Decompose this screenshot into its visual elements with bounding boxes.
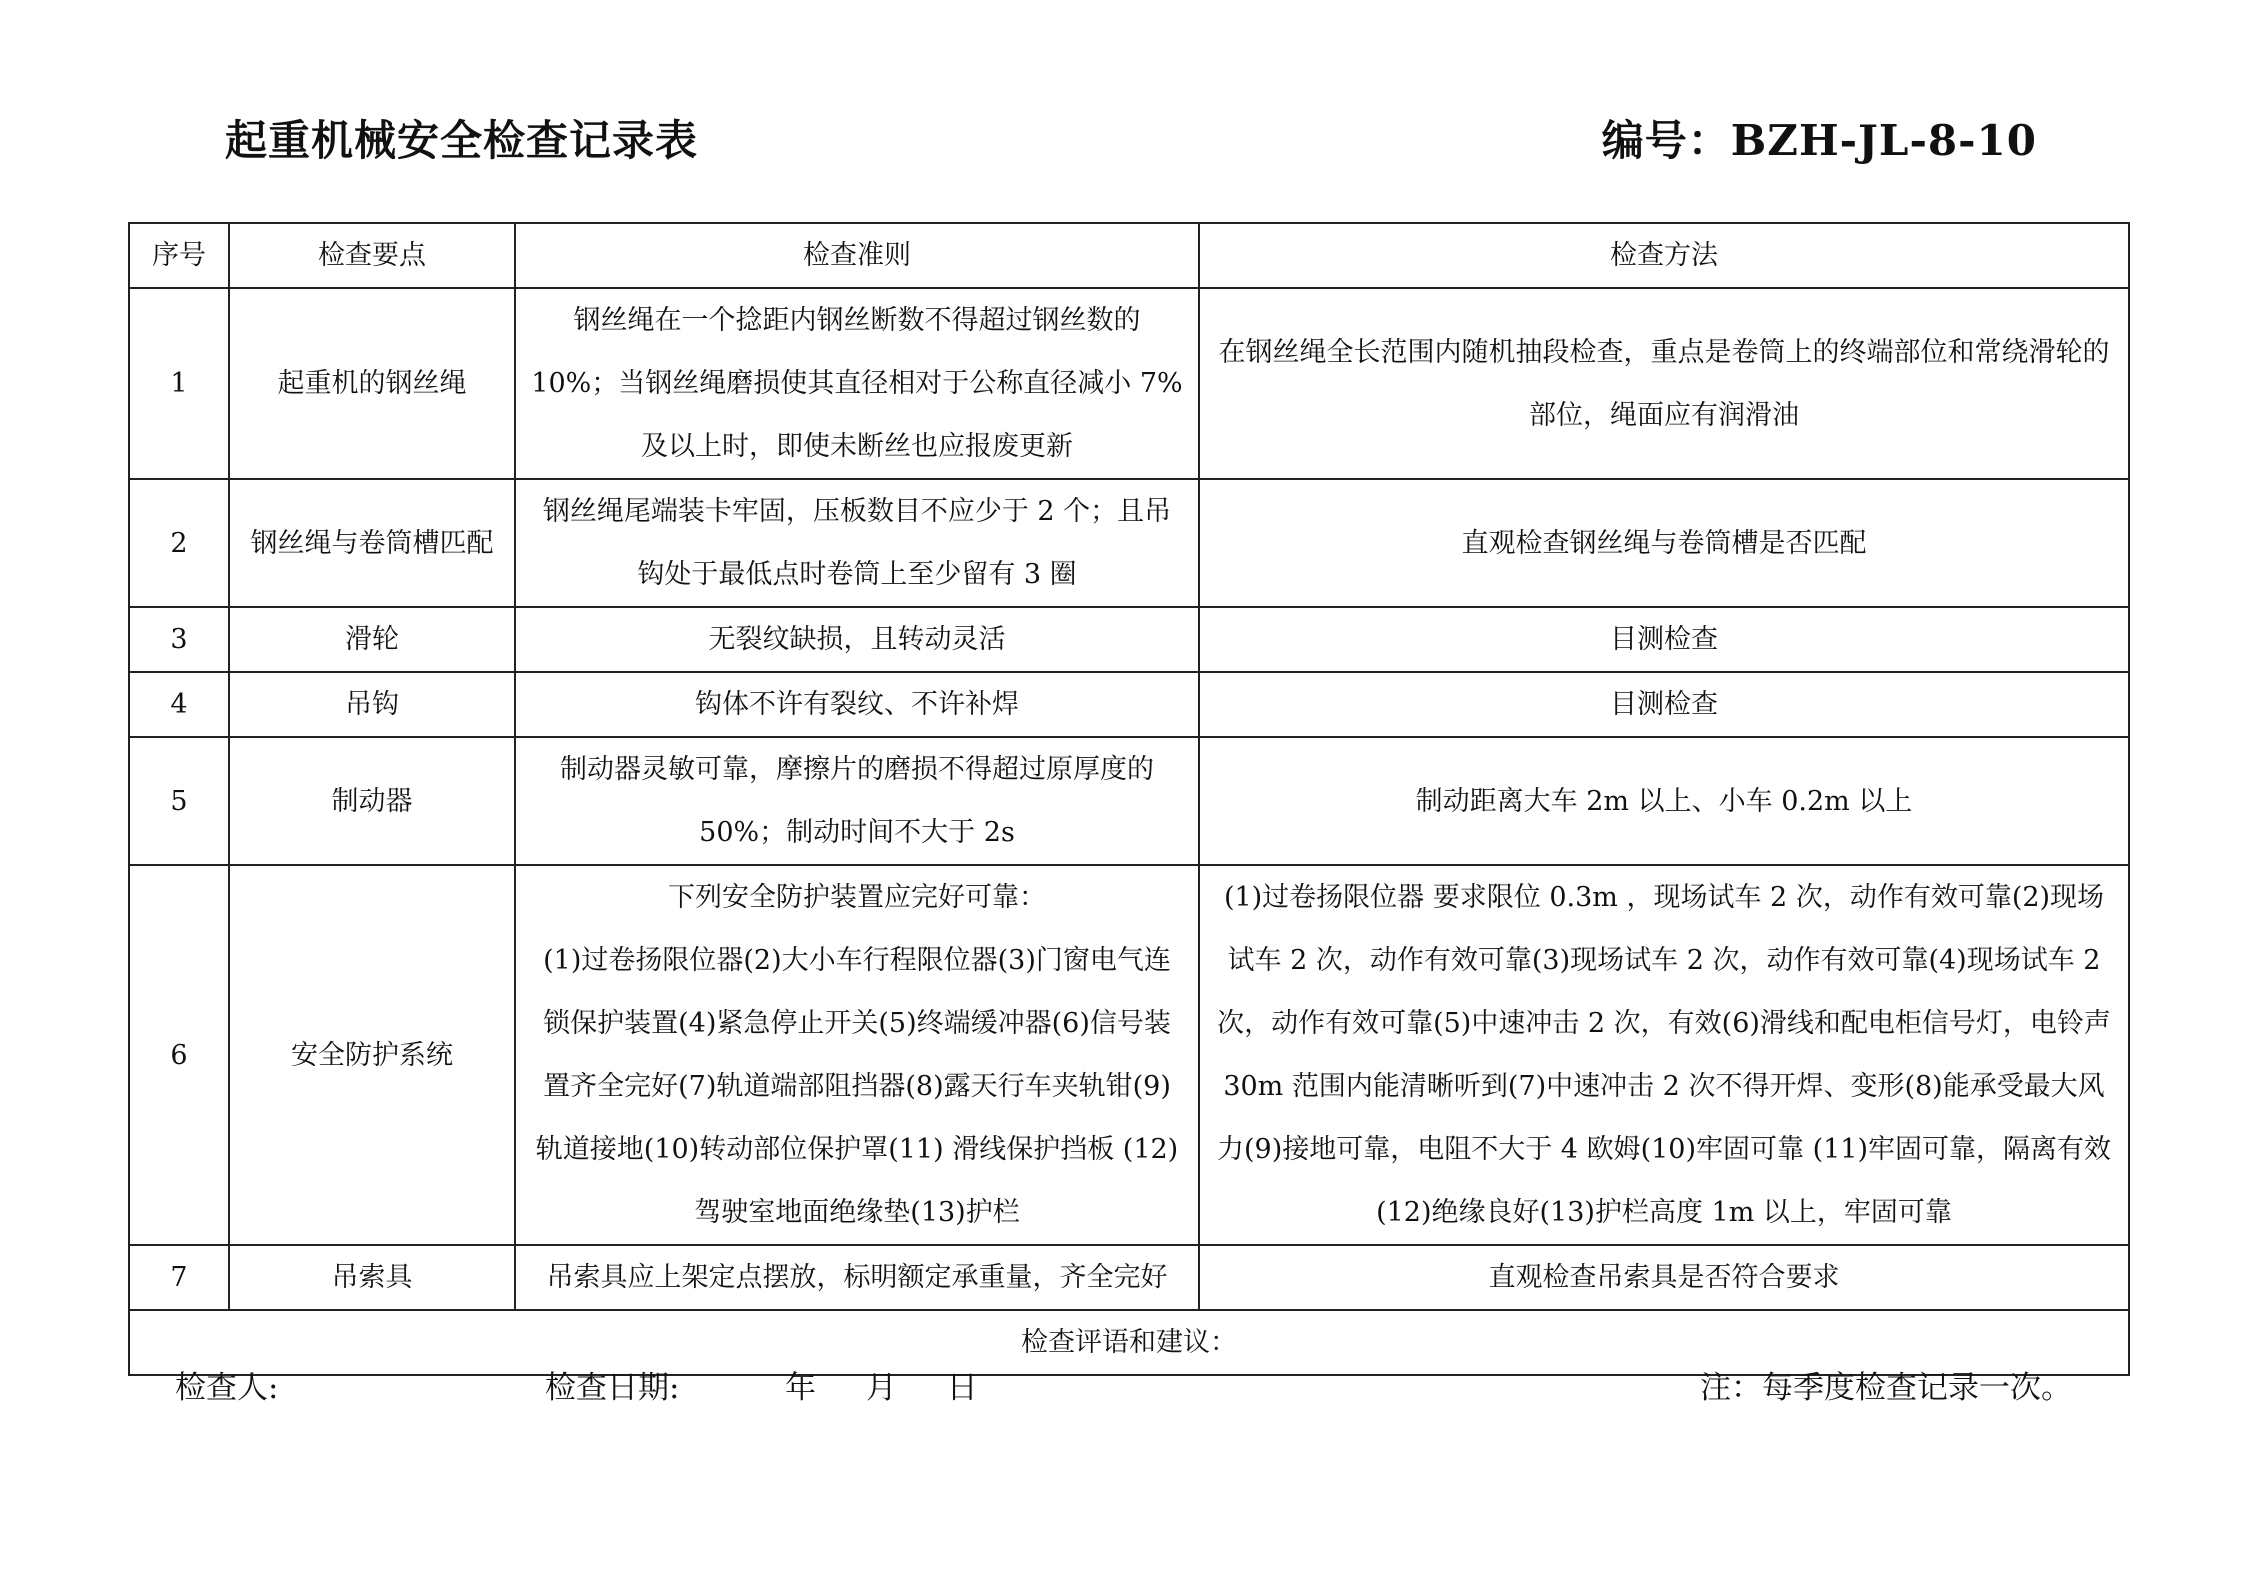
- row-no: 3: [129, 607, 229, 672]
- row-criteria: 钢丝绳在一个捻距内钢丝断数不得超过钢丝数的 10%；当钢丝绳磨损使其直径相对于公称直径减小 7%及以上时，即使未断丝也应报废更新: [515, 288, 1199, 479]
- row-point: 制动器: [229, 737, 515, 865]
- row-no: 5: [129, 737, 229, 865]
- date-ymd: 年 月 日: [785, 1370, 978, 1406]
- inspector-label: 检查人:: [175, 1370, 279, 1406]
- row-method: 直观检查吊索具是否符合要求: [1199, 1245, 2129, 1310]
- row-criteria: 制动器灵敏可靠，摩擦片的磨损不得超过原厚度的 50%；制动时间不大于 2s: [515, 737, 1199, 865]
- row-point: 钢丝绳与卷筒槽匹配: [229, 479, 515, 607]
- row-method: 制动距离大车 2m 以上、小车 0.2m 以上: [1199, 737, 2129, 865]
- table-row: [129, 1245, 2129, 1310]
- table-row: [129, 288, 2129, 479]
- row-method: 目测检查: [1199, 607, 2129, 672]
- col-header-method: 检查方法: [1199, 223, 2129, 288]
- row-criteria: 钢丝绳尾端装卡牢固，压板数目不应少于 2 个；且吊钩处于最低点时卷筒上至少留有 3 圈: [515, 479, 1199, 607]
- frequency-note: 注：每季度检查记录一次。: [1700, 1370, 2072, 1406]
- row-point: 吊索具: [229, 1245, 515, 1310]
- row-no: 4: [129, 672, 229, 737]
- table-row: [129, 607, 2129, 672]
- col-header-criteria: 检查准则: [515, 223, 1199, 288]
- row-criteria: 吊索具应上架定点摆放，标明额定承重量，齐全完好: [515, 1245, 1199, 1310]
- row-criteria: (1)过卷扬限位器(2)大小车行程限位器(3)门窗电气连锁保护装置(4)紧急停止开关(5)终端缓冲器(6)信号装置齐全完好(7)轨道端部阻挡器(8)露天行车夹轨钳(9)轨道接地(10)转动部位保护罩(11) 滑线保护挡板 (12)驾驶室地面绝缘垫(13)护栏: [535, 945, 1179, 1228]
- table-row: [129, 479, 2129, 607]
- table-row: [129, 672, 2129, 737]
- comment-label: 检查评语和建议：: [129, 1310, 2129, 1375]
- page-title: 起重机械安全检查记录表: [225, 116, 699, 165]
- table-row: [129, 865, 2129, 1245]
- inspection-table: [128, 222, 2130, 1376]
- row-method: (1)过卷扬限位器 要求限位 0.3m ，现场试车 2 次，动作有效可靠(2)现场试车 2 次，动作有效可靠(3)现场试车 2 次，动作有效可靠(4)现场试车 2 次，动作有效可靠(5)中速冲击 2 次，有效(6)滑线和配电柜信号灯，电铃声 30m 范围内能清晰听到(7)中速冲击 2 次不得开焊、变形(8)能承受最大风力(9)接地可靠，电阻不大于 4 欧姆(10)牢固可靠 (11)牢固可靠，隔离有效(12)绝缘良好(13)护栏高度 1m 以上，牢固可靠: [1199, 865, 2129, 1245]
- criteria-intro: 下列安全防护装置应完好可靠：: [668, 882, 1046, 913]
- row-criteria: 钩体不许有裂纹、不许补焊: [515, 672, 1199, 737]
- col-header-no: 序号: [129, 223, 229, 288]
- table-header-row: [129, 223, 2129, 288]
- row-method: 在钢丝绳全长范围内随机抽段检查，重点是卷筒上的终端部位和常绕滑轮的部位，绳面应有润滑油: [1199, 288, 2129, 479]
- document-code: 编号：BZH-JL-8-10: [1601, 116, 2037, 165]
- row-method: 直观检查钢丝绳与卷筒槽是否匹配: [1199, 479, 2129, 607]
- row-point: 安全防护系统: [229, 865, 515, 1245]
- col-header-point: 检查要点: [229, 223, 515, 288]
- row-point: 滑轮: [229, 607, 515, 672]
- row-no: 6: [129, 865, 229, 1245]
- row-criteria: 无裂纹缺损，且转动灵活: [515, 607, 1199, 672]
- row-no: 1: [129, 288, 229, 479]
- row-no: 2: [129, 479, 229, 607]
- table-row: [129, 737, 2129, 865]
- row-point: 吊钩: [229, 672, 515, 737]
- row-no: 7: [129, 1245, 229, 1310]
- row-point: 起重机的钢丝绳: [229, 288, 515, 479]
- date-label: 检查日期:: [545, 1370, 680, 1406]
- row-method: 目测检查: [1199, 672, 2129, 737]
- row-criteria-cell: [515, 865, 1199, 1245]
